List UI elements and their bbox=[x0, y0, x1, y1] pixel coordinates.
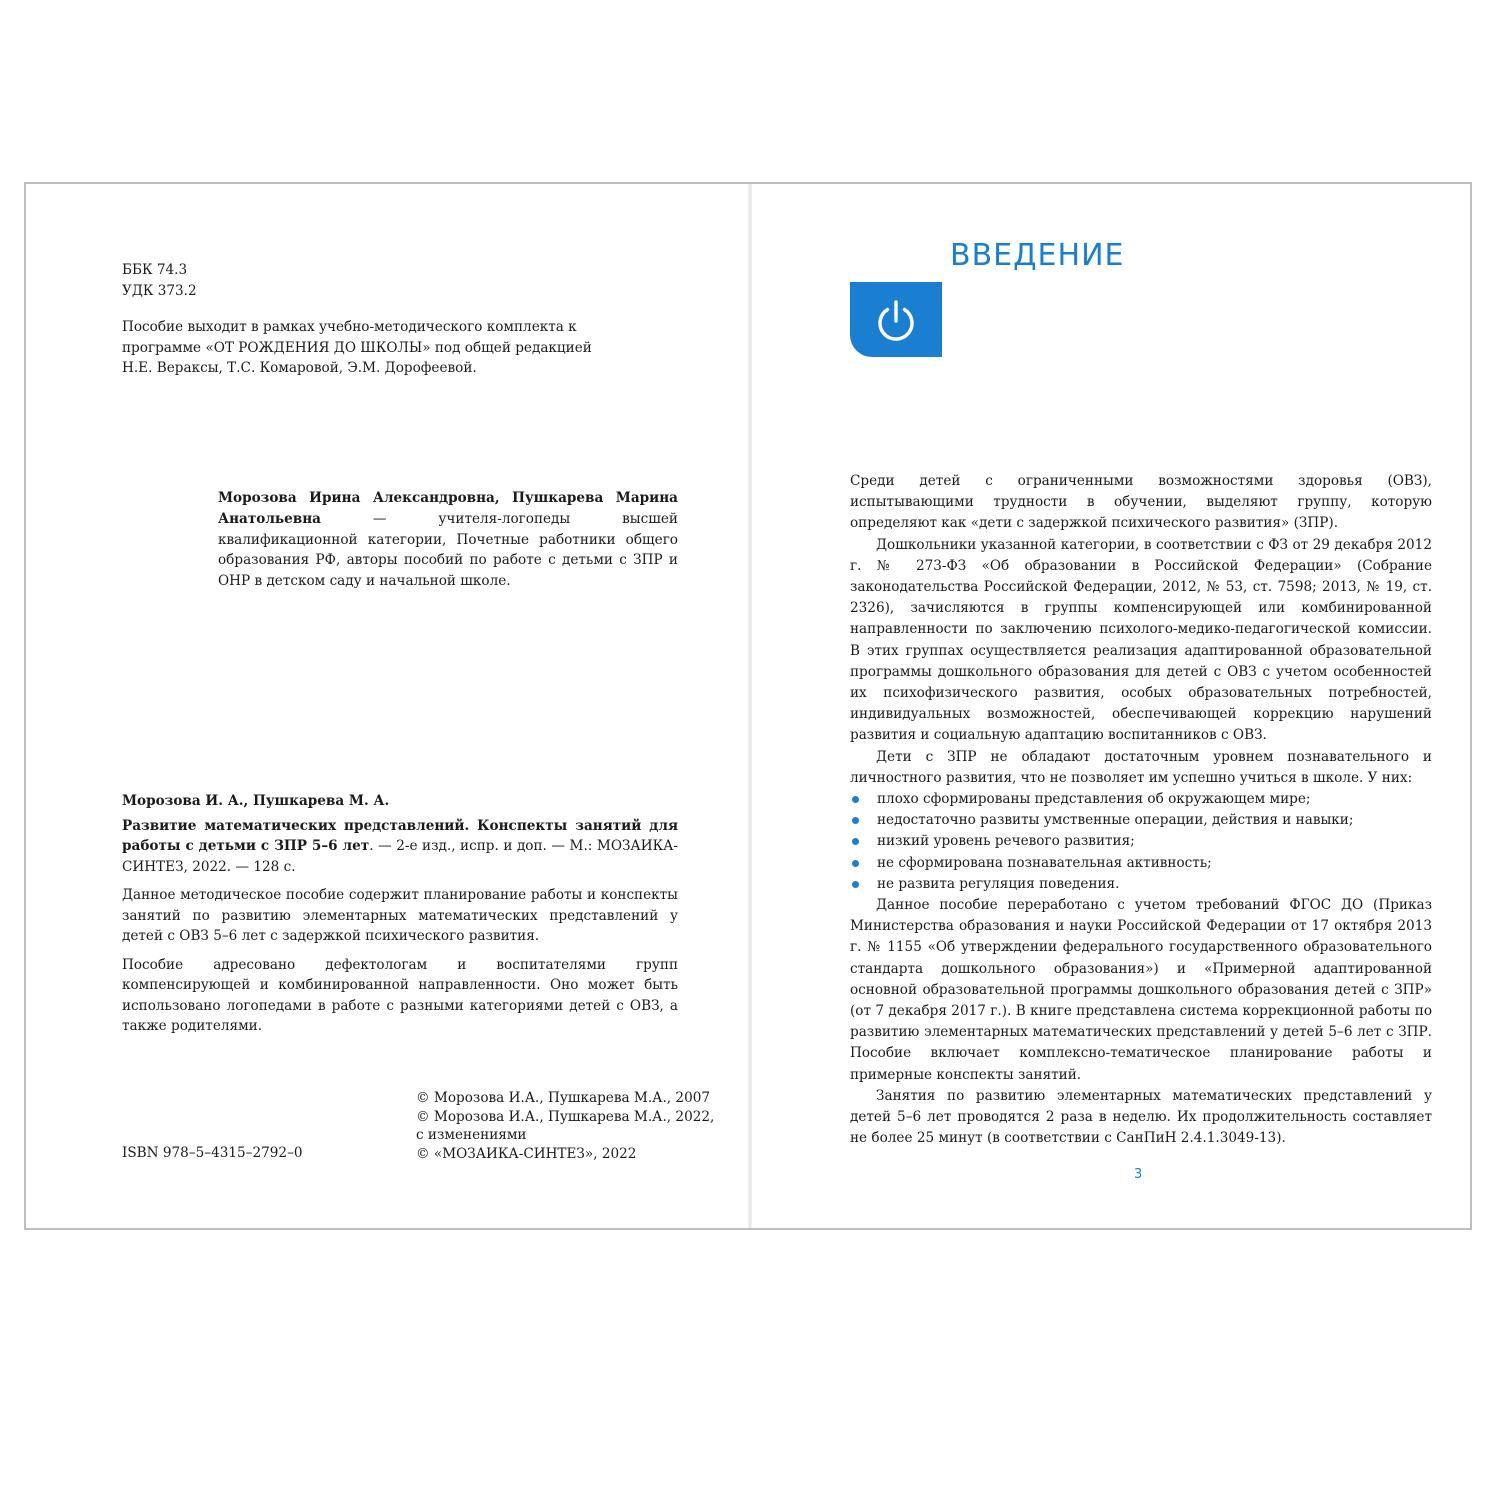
introduction-text bbox=[850, 471, 1432, 1150]
left-page bbox=[26, 184, 748, 1228]
annotation-paragraph: Данное методическое пособие содержит планирование работы и конспекты занятий по развитию элементарных математических представлений у детей с ОВЗ 5–6 лет с задержкой психического развития. bbox=[122, 887, 678, 944]
isbn: ISBN 978–5–4315–2792–0 bbox=[122, 1145, 303, 1161]
list-item-text: не сформирована познавательная активность; bbox=[877, 854, 1212, 871]
list-item bbox=[850, 831, 1432, 852]
bullet-dot-icon bbox=[852, 796, 859, 803]
list-item-text: не развита регуляция поведения. bbox=[877, 875, 1120, 892]
udk-code: УДК 373.2 bbox=[122, 282, 197, 299]
body-paragraph: Данное пособие переработано с учетом требований ФГОС ДО (Приказ Министерства образования и науки Российской Федерации от 17 октября 2013 г. № 1155 «Об утверждении федерального государственного образовательного стандарта дошкольного образования») и «Примерной адаптированной основной образовательной программы дошкольного образования детей с ЗПР» (от 7 декабря 2017 г.). В книге представлена система коррекционной работы по развитию элементарных математических представлений у детей 5–6 лет с ЗПР. Пособие включает комплексно-тематическое планирование работы и примерные конспекты занятий. bbox=[850, 897, 1432, 1083]
list-item bbox=[850, 810, 1432, 831]
bullet-list bbox=[850, 789, 1432, 895]
list-item bbox=[850, 789, 1432, 810]
list-item-text: плохо сформированы представления об окружающем мире; bbox=[877, 791, 1311, 808]
authors-description: — учителя-логопеды высшей квалификационной категории, Почетные работники общего образования РФ, авторы пособий по работе с детьми с ЗПР и ОНР в детском саду и начальной школе. bbox=[218, 510, 678, 590]
copyright-line: © «МОЗАИКА-СИНТЕЗ», 2022 bbox=[416, 1145, 637, 1162]
classification-codes bbox=[122, 260, 197, 301]
power-icon bbox=[872, 296, 920, 344]
biblio-details: . — 2-е изд., испр. и доп. — М.: МОЗАИКА-СИНТЕЗ, 2022. — 128 с. bbox=[122, 838, 678, 875]
chapter-badge bbox=[850, 282, 942, 357]
body-paragraph: Дошкольники указанной категории, в соответствии с ФЗ от 29 декабря 2012 г. № 273-ФЗ «Об образовании в Российской Федерации» (Собрание законодательства Российской Федерации, 2012, № 53, ст. 7598; 2013, № 19, ст. 2326), зачисляются в группы компенсирующей или комбинированной направленности по заключению психолого-медико-педагогической комиссии. В этих группах осуществляется реализация адаптированной образовательной программы дошкольного образования для детей с ОВЗ с учетом особенностей их психофизического развития, особых образовательных потребностей, индивидуальных возможностей, обеспечивающей коррекцию нарушений развития и социальную адаптацию воспитанников с ОВЗ. bbox=[850, 536, 1432, 744]
book-spread bbox=[24, 182, 1472, 1230]
list-item bbox=[850, 874, 1432, 895]
authors-names: Морозова Ирина Александровна, Пушкарева Марина Анатольевна bbox=[218, 490, 678, 527]
page-number: 3 bbox=[1134, 1167, 1143, 1182]
annotation-paragraph: Пособие адресовано дефектологам и воспитателями групп компенсирующей и комбинированной направленности. Оно может быть использовано логопедами в работе с разными категориями детей с ОВЗ, а также родителями. bbox=[122, 956, 678, 1034]
authors-bio bbox=[218, 488, 678, 592]
copyright-line: с изменениями bbox=[416, 1127, 527, 1143]
bullet-dot-icon bbox=[852, 881, 859, 888]
bbk-code: ББК 74.3 bbox=[122, 262, 188, 278]
biblio-heading: Морозова И. А., Пушкарева М. А. bbox=[122, 793, 390, 809]
list-item-text: низкий уровень речевого развития; bbox=[877, 833, 1135, 850]
body-paragraph: Среди детей с ограниченными возможностями здоровья (ОВЗ), испытывающими трудности в обучении, выделяют группу, которую определяют как «дети с задержкой психического развития» (ЗПР). bbox=[850, 473, 1432, 532]
body-paragraph: Занятия по развитию элементарных математических представлений у детей 5–6 лет проводятся 2 раза в неделю. Их продолжительность составляет не более 25 минут (в соответствии с СанПиН 2.4.1.3049-13). bbox=[850, 1087, 1432, 1147]
chapter-title: ВВЕДЕНИЕ bbox=[950, 238, 1125, 273]
body-paragraph: Дети с ЗПР не обладают достаточным уровнем познавательного и личностного развития, что не позволяет им успешно учиться в школе. У них: bbox=[850, 748, 1432, 786]
copyright-line: © Морозова И.А., Пушкарева М.А., 2007 bbox=[416, 1090, 711, 1106]
copyright-block bbox=[416, 1089, 716, 1163]
list-item bbox=[850, 853, 1432, 874]
biblio-description bbox=[122, 816, 678, 878]
bullet-dot-icon bbox=[852, 838, 859, 845]
series-note: Пособие выходит в рамках учебно-методического комплекта к программе «ОТ РОЖДЕНИЯ ДО ШКОЛЫ» под общей редакцией Н.Е. Вераксы, Т.С. Комаровой, Э.М. Дорофеевой. bbox=[122, 319, 592, 376]
list-item-text: недостаточно развиты умственные операции, действия и навыки; bbox=[877, 812, 1354, 829]
copyright-line: © Морозова И.А., Пушкарева М.А., 2022, bbox=[416, 1108, 715, 1125]
bullet-dot-icon bbox=[852, 860, 859, 867]
right-page bbox=[752, 184, 1470, 1228]
biblio-title: Развитие математических представлений. Конспекты занятий для работы с детьми с ЗПР 5–6 лет bbox=[122, 817, 678, 854]
bibliographic-record bbox=[122, 791, 678, 1045]
bullet-dot-icon bbox=[852, 817, 859, 824]
